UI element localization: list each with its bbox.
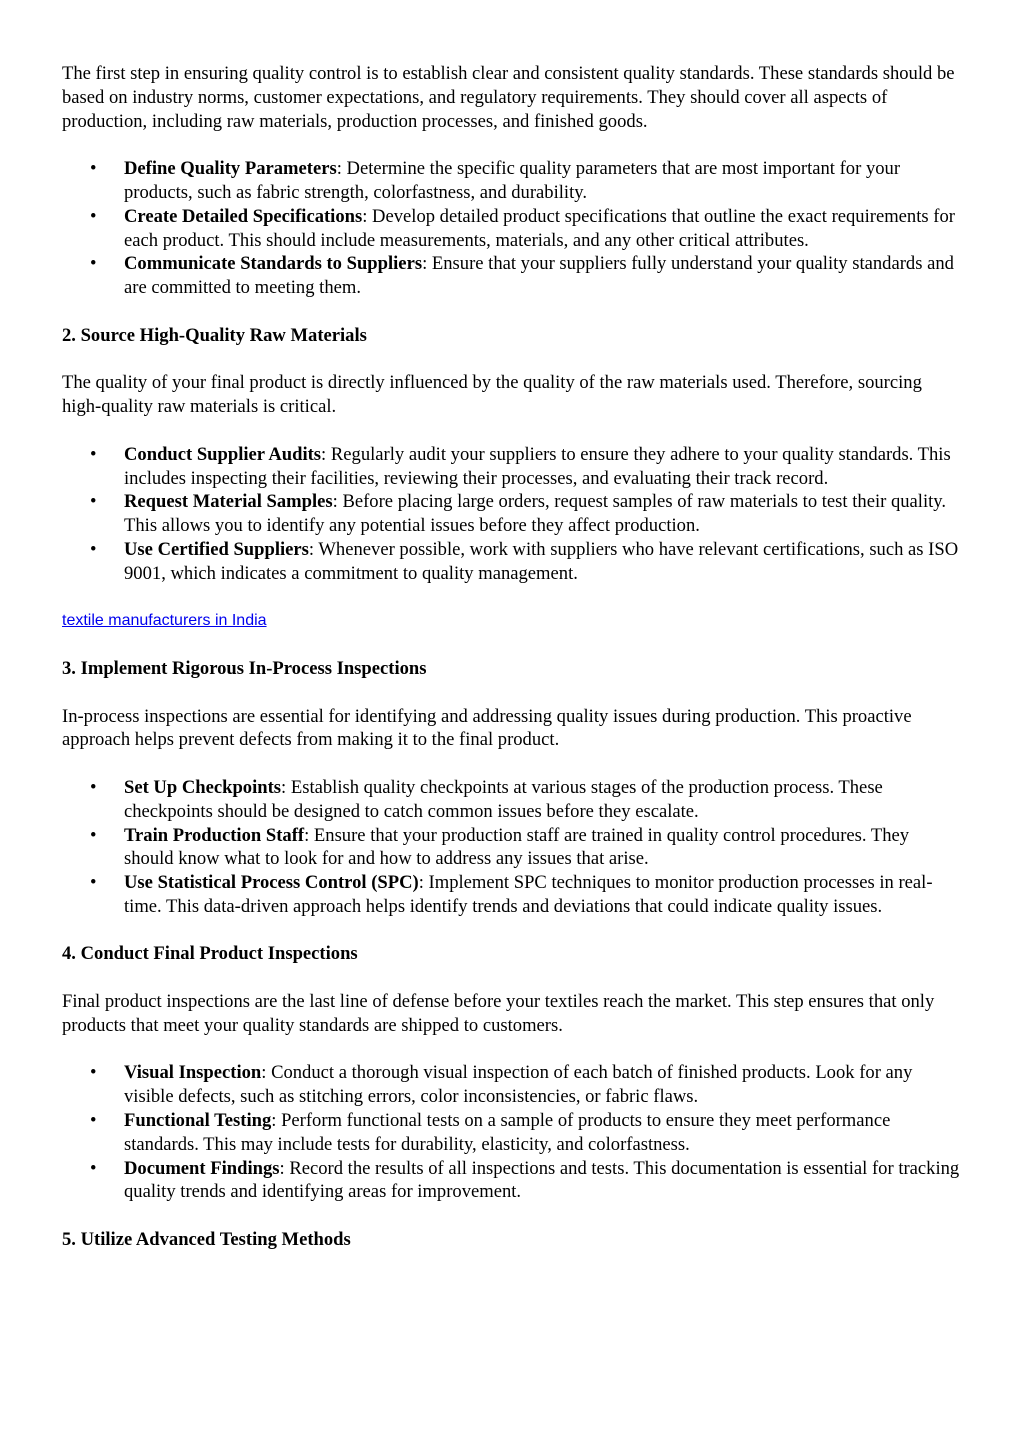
list-item-term: Request Material Samples <box>124 491 333 513</box>
bullet-icon: • <box>90 205 97 227</box>
list-item-text: : Determine the specific quality parameters that are most important for your products, such as fabric strength, colorfastness, and durability. <box>124 158 901 203</box>
list-item-term: Create Detailed Specifications <box>124 205 363 227</box>
list-item-text: : Perform functional tests on a sample of products to ensure they meet performance standards. This may include tests for durability, elasticity, and colorfastness. <box>124 1110 891 1155</box>
list-item <box>62 824 961 872</box>
list-item-term: Train Production Staff <box>124 824 305 846</box>
intro-list <box>62 157 961 300</box>
list-item <box>62 871 961 919</box>
bullet-icon: • <box>90 1110 97 1132</box>
list-item <box>62 490 961 538</box>
list-item-term: Visual Inspection <box>124 1062 262 1084</box>
section-list-2 <box>62 443 961 586</box>
list-item-term: Communicate Standards to Suppliers <box>124 253 423 275</box>
list-item-term: Use Statistical Process Control (SPC) <box>124 872 419 894</box>
section-paragraph-2: The quality of your final product is directly influenced by the quality of the raw materials used. Therefore, sourcing high-quality raw materials is critical. <box>62 372 922 418</box>
list-item <box>62 205 961 253</box>
list-item-term: Define Quality Parameters <box>124 158 337 180</box>
bullet-icon: • <box>90 776 97 798</box>
section-heading-4: 4. Conduct Final Product Inspections <box>62 943 358 965</box>
list-item <box>62 1061 961 1109</box>
bullet-icon: • <box>90 158 97 180</box>
list-item <box>62 1157 961 1205</box>
bullet-icon: • <box>90 538 97 560</box>
section-list-3 <box>62 776 961 919</box>
textile-manufacturers-link[interactable]: textile manufacturers in India <box>62 612 267 630</box>
list-item-text: : Ensure that your production staff are trained in quality control procedures. They should know what to look for and how to address any issues that arise. <box>124 824 910 870</box>
list-item-text: : Implement SPC techniques to monitor production processes in real-time. This data-driven approach helps identify trends and deviations that could indicate quality issues. <box>124 872 933 917</box>
list-item <box>62 252 961 300</box>
intro-paragraph: The first step in ensuring quality control is to establish clear and consistent quality standards. These standards should be based on industry norms, customer expectations, and regulatory requirements. They should cover all aspects of production, including raw materials, production processes, and finished goods. <box>62 63 955 132</box>
list-item-text: : Regularly audit your suppliers to ensure they adhere to your quality standards. This includes inspecting their facilities, reviewing their processes, and evaluating their track record. <box>124 443 951 489</box>
list-item <box>62 157 961 205</box>
list-item-text: : Record the results of all inspections and tests. This documentation is essential for tracking quality trends and identifying areas for improvement. <box>124 1157 960 1203</box>
list-item-term: Set Up Checkpoints <box>124 776 282 798</box>
section-heading-5: 5. Utilize Advanced Testing Methods <box>62 1229 351 1251</box>
bullet-icon: • <box>90 872 97 894</box>
section-heading-2: 2. Source High-Quality Raw Materials <box>62 324 367 346</box>
list-item <box>62 776 961 824</box>
bullet-icon: • <box>90 491 97 513</box>
list-item-text: : Develop detailed product specifications that outline the exact requirements for each product. This should include measurements, materials, and any other critical attributes. <box>124 205 955 251</box>
list-item <box>62 443 961 491</box>
bullet-icon: • <box>90 824 97 846</box>
list-item-term: Functional Testing <box>124 1110 272 1132</box>
list-item-term: Document Findings <box>124 1157 280 1179</box>
list-item-text: : Before placing large orders, request samples of raw materials to test their quality. This allows you to identify any potential issues before they affect production. <box>124 491 947 537</box>
section-paragraph-3: In-process inspections are essential for identifying and addressing quality issues during production. This proactive approach helps prevent defects from making it to the final product. <box>62 705 912 751</box>
section-heading-3: 3. Implement Rigorous In-Process Inspections <box>62 657 427 679</box>
list-item-text: : Conduct a thorough visual inspection of each batch of finished products. Look for any visible defects, such as stitching errors, color inconsistencies, or fabric flaws. <box>124 1062 913 1108</box>
link-paragraph <box>62 609 961 633</box>
section-paragraph-4: Final product inspections are the last line of defense before your textiles reach the market. This step ensures that only products that meet your quality standards are shipped to customers. <box>62 991 935 1036</box>
bullet-icon: • <box>90 253 97 275</box>
list-item-term: Conduct Supplier Audits <box>124 443 322 465</box>
list-item-text: : Establish quality checkpoints at various stages of the production process. These checkpoints should be designed to catch common issues before they escalate. <box>124 776 883 822</box>
list-item-text: : Ensure that your suppliers fully understand your quality standards and are committed to meeting them. <box>124 253 954 299</box>
list-item <box>62 538 961 586</box>
bullet-icon: • <box>90 1062 97 1084</box>
bullet-icon: • <box>90 443 97 465</box>
section-list-4 <box>62 1061 961 1204</box>
list-item <box>62 1109 961 1157</box>
list-item-text: : Whenever possible, work with suppliers who have relevant certifications, such as ISO 9001, which indicates a commitment to quality management. <box>124 538 959 584</box>
bullet-icon: • <box>90 1157 97 1179</box>
list-item-term: Use Certified Suppliers <box>124 538 309 560</box>
